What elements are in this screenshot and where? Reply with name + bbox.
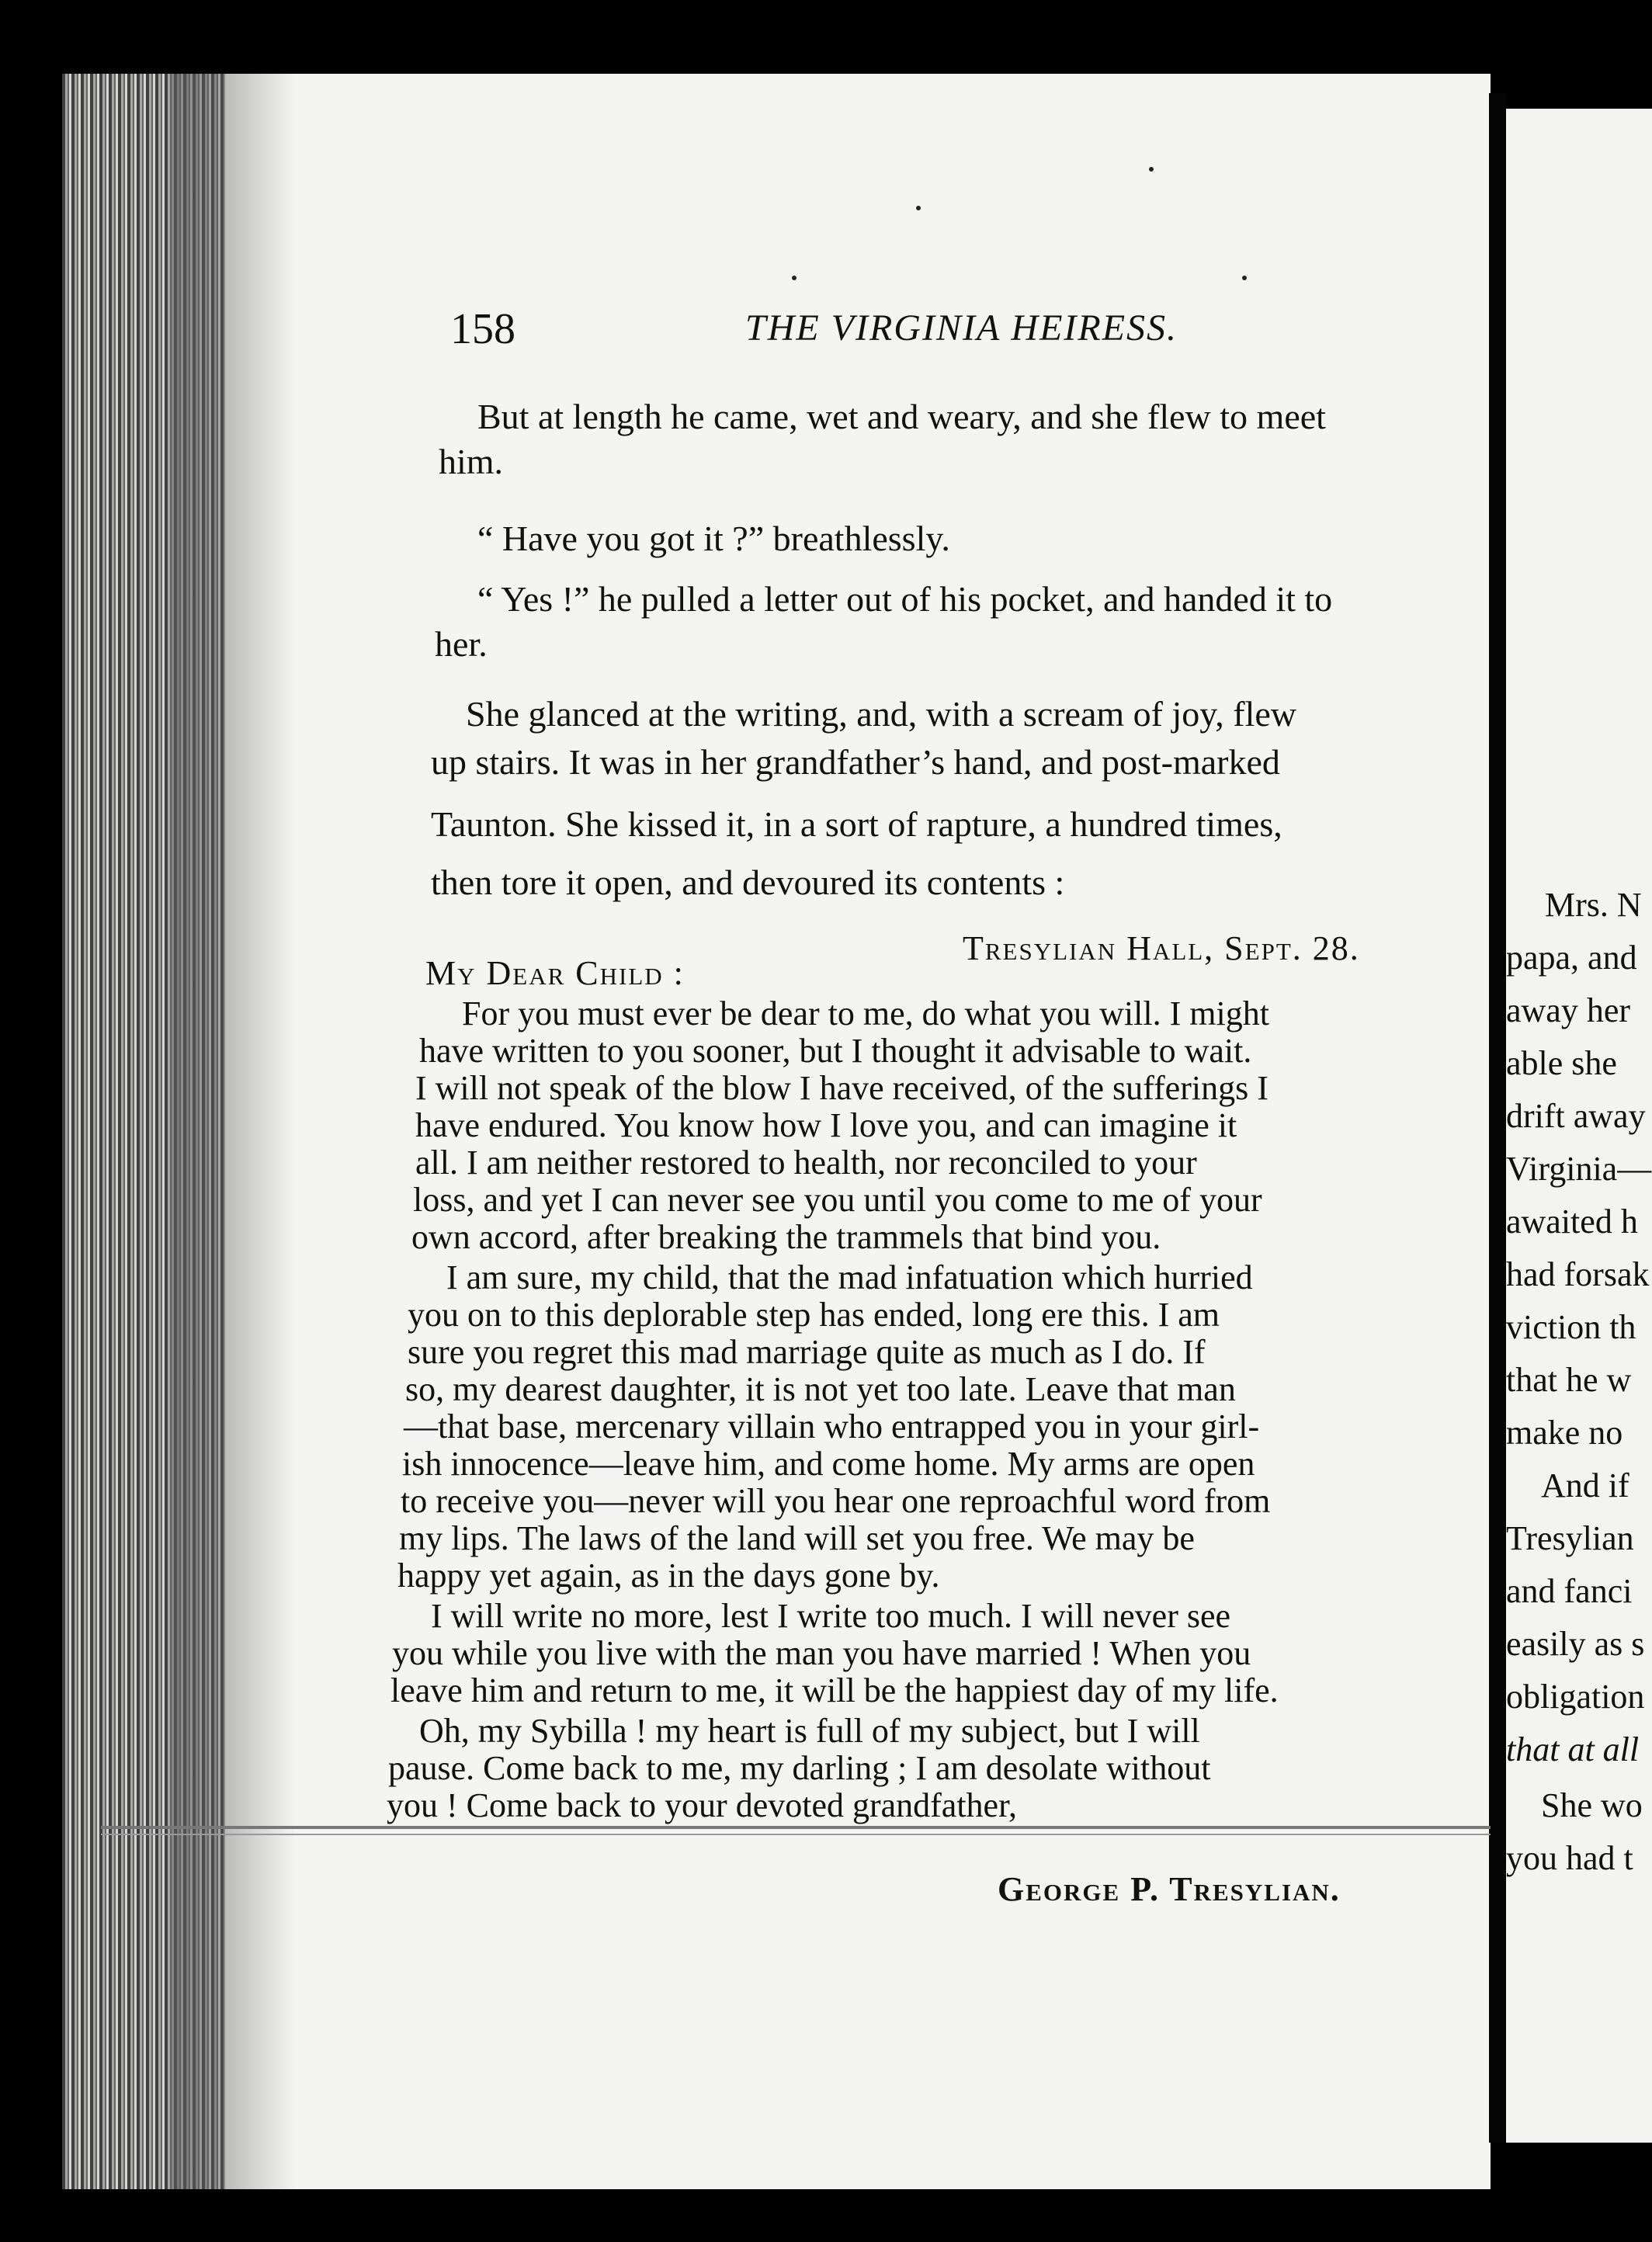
narrative-line: “ Have you got it ?” breathlessly. [477,519,950,558]
right-page-line: that at all [1506,1730,1640,1768]
ink-speck [1149,167,1154,172]
right-page-line: had forsak [1506,1255,1650,1293]
letter-address: Tresylian Hall, Sept. 28. [963,929,1360,967]
narrative-line: But at length he came, wet and weary, and she flew to meet [477,397,1326,436]
narrative-line: then tore it open, and devoured its contents : [431,862,1065,902]
scan-artifact-line [101,1826,1491,1829]
letter-signature: George P. Tresylian. [998,1870,1341,1908]
scan-artifact-line [101,1834,1491,1835]
ink-speck [792,276,796,280]
narrative-line: up stairs. It was in her grandfather’s hand, and post-marked [431,742,1280,782]
narrative-line: She glanced at the writing, and, with a scream of joy, flew [466,694,1297,734]
right-page-line: viction th [1506,1308,1636,1346]
letter-line: have endured. You know how I love you, and can imagine it [415,1106,1237,1144]
letter-line: I will write no more, lest I write too much. I will never see [431,1597,1231,1635]
letter-line: leave him and return to me, it will be the happiest day of my life. [390,1671,1279,1709]
right-page-line: make no [1506,1414,1623,1452]
letter-line: pause. Come back to me, my darling ; I am desolate without [388,1749,1211,1787]
letter-line: For you must ever be dear to me, do what you will. I might [462,994,1269,1032]
letter-line: all. I am neither restored to health, nor reconciled to your [415,1144,1197,1182]
book-spine [1489,93,1506,2143]
right-page-text [1506,109,1652,2143]
letter-line: you on to this deplorable step has ended, long ere this. I am [408,1296,1220,1334]
letter-line: sure you regret this mad marriage quite as much as I do. If [408,1333,1206,1371]
right-page-line: drift away [1506,1097,1646,1135]
right-page-line: able she [1506,1044,1617,1082]
right-page-line: obligation [1506,1678,1645,1716]
letter-line: happy yet again, as in the days gone by. [397,1557,940,1595]
narrative-line: Taunton. She kissed it, in a sort of rapture, a hundred times, [431,804,1282,844]
letter-line: to receive you—never will you hear one reproachful word from [401,1482,1271,1520]
letter-line: ish innocence—leave him, and come home. My arms are open [402,1445,1255,1483]
letter-line: you while you live with the man you have married ! When you [392,1634,1251,1672]
right-page-line: you had t [1506,1839,1633,1877]
narrative-line: “ Yes !” he pulled a letter out of his pocket, and handed it to [477,579,1333,619]
right-page-line: And if [1541,1466,1629,1504]
letter-line: have written to you sooner, but I thought it advisable to wait. [419,1032,1252,1070]
letter-line: —that base, mercenary villain who entrapped you in your girl- [404,1407,1260,1446]
right-page-line: Mrs. N [1545,886,1642,924]
ink-speck [1242,276,1247,280]
letter-line: I am sure, my child, that the mad infatuation which hurried [446,1258,1253,1296]
letter-salutation: My Dear Child : [425,954,685,992]
right-page-line: and fanci [1506,1572,1633,1610]
letter-line: you ! Come back to your devoted grandfather, [387,1786,1017,1824]
narrative-line: her. [435,624,488,664]
letter-line: own accord, after breaking the trammels that bind you. [411,1218,1161,1256]
right-page-line: Tresylian [1506,1519,1634,1557]
ink-speck [916,206,921,210]
letter-line: Oh, my Sybilla ! my heart is full of my subject, but I will [419,1712,1200,1750]
right-page-line: papa, and [1506,939,1637,977]
right-page-line: easily as s [1506,1625,1645,1663]
right-page-line: She wo [1541,1786,1643,1824]
letter-line: I will not speak of the blow I have received, of the sufferings I [415,1069,1268,1107]
page-number: 158 [450,305,515,353]
right-page-line: away her [1506,991,1631,1029]
letter-line: so, my dearest daughter, it is not yet too late. Leave that man [405,1370,1236,1408]
letter-line: my lips. The laws of the land will set you free. We may be [399,1519,1195,1557]
right-page-line: awaited h [1506,1203,1638,1241]
narrative-line: him. [439,442,504,481]
running-head: THE VIRGINIA HEIRESS. [745,307,1178,349]
gutter-fade [171,74,295,2189]
letter-line: loss, and yet I can never see you until you come to me of your [413,1181,1262,1219]
right-page-line: that he w [1506,1361,1632,1399]
right-page-line: Virginia— [1506,1150,1652,1188]
